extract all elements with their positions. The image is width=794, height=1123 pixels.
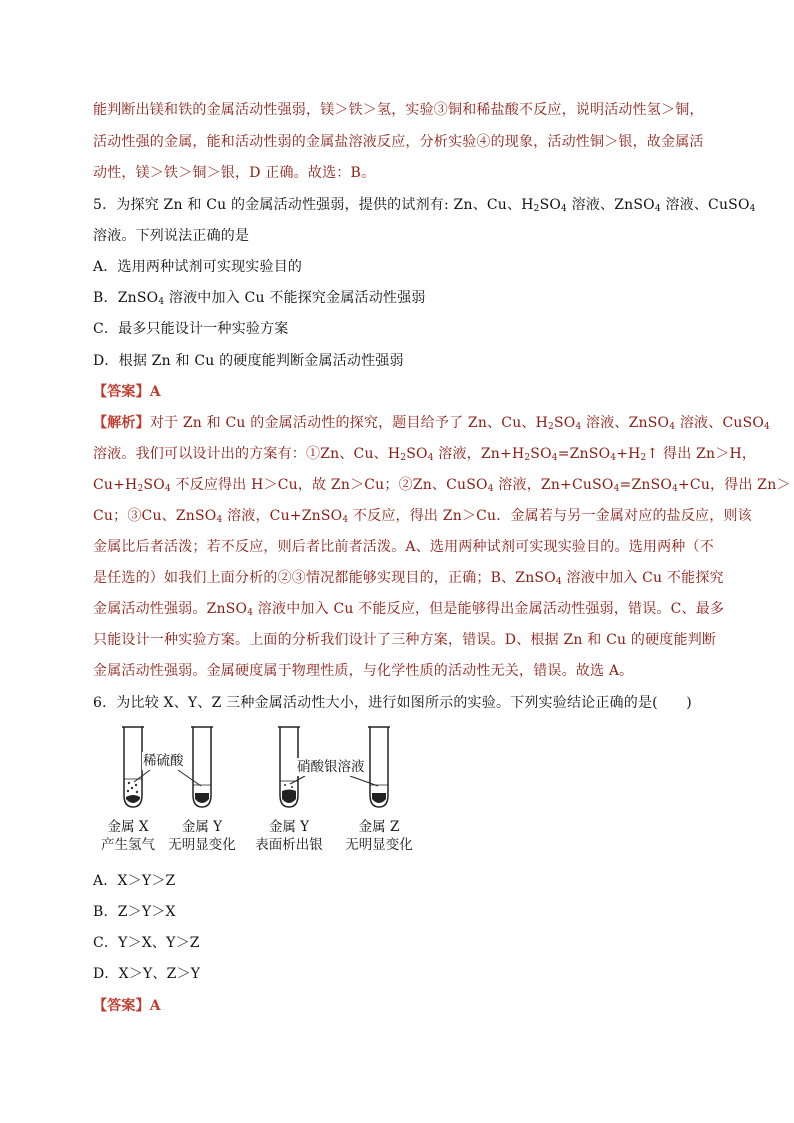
text-line: 金属比后者活泼；若不反应，则后者比前者活泼。A、选用两种试剂可实现实验目的。选用两种（不 bbox=[93, 539, 714, 555]
text-line: 【答案】A bbox=[93, 998, 161, 1014]
text-line: 溶液。下列说法正确的是 bbox=[93, 228, 250, 244]
text-line: C．最多只能设计一种实验方案 bbox=[93, 321, 289, 337]
text-line: D．X＞Y、Z＞Y bbox=[93, 966, 201, 982]
text-line: B．ZnSO$_4$ 溶液中加入 Cu 不能探究金属活动性强弱 bbox=[93, 290, 426, 307]
text-line: D．根据 Zn 和 Cu 的硬度能判断金属活动性强弱 bbox=[93, 353, 404, 369]
text-line: 6．为比较 X、Y、Z 三种金属活动性大小，进行如图所示的实验。下列实验结论正确的是( ) bbox=[93, 695, 692, 711]
text-line: 【解析】对于 Zn 和 Cu 的金属活动性的探究，题目给予了 Zn、Cu、$H_2SO_4$ 溶液、ZnSO$_4$ 溶液、CuSO$_4$ bbox=[93, 415, 770, 432]
text-line: Cu；③Cu、ZnSO$_4$ 溶液，Cu+ZnSO$_4$ 不反应，得出 Zn＞Cu．金属若与另一金属对应的盐反应，则该 bbox=[93, 508, 752, 525]
text-line: C．Y＞X、Y＞Z bbox=[93, 935, 200, 951]
text-line: A．选用两种试剂可实现实验目的 bbox=[93, 259, 303, 275]
text-line: 只能设计一种实验方案。上面的分析我们设计了三种方案，错误。D、根据 Zn 和 Cu 的硬度能判断 bbox=[93, 632, 717, 648]
text-line: 金属活动性强弱。ZnSO$_4$ 溶液中加入 Cu 不能反应，但是能够得出金属活动性强弱，错误。C、最多 bbox=[93, 601, 725, 618]
reagent-label-dilute-sulfuric: 稀硫酸 bbox=[143, 753, 184, 769]
text-line: A．X＞Y＞Z bbox=[93, 873, 176, 889]
reagent-label-silver-nitrate: 硝酸银溶液 bbox=[297, 759, 365, 775]
text-line: 能判断出镁和铁的金属活动性强弱，镁＞铁＞氢，实验③铜和稀盐酸不反应，说明活动性氢＞铜， bbox=[93, 102, 704, 118]
text-line: 溶液。我们可以设计出的方案有：①Zn、Cu、$H_2SO_4$ 溶液，$Zn+H_2SO_4=ZnSO_4+H_2↑$ 得出 Zn＞H， bbox=[93, 446, 757, 463]
text-line: $Cu+H_2SO_4$ 不反应得出 H＞Cu，故 Zn＞Cu；②Zn、CuSO$_4$ 溶液，Zn+CuSO$_4$=ZnSO$_4$+Cu，得出 Zn＞ bbox=[93, 477, 791, 494]
text-line: 5．为探究 Zn 和 Cu 的金属活动性强弱，提供的试剂有: Zn、Cu、$H_2SO_4$ 溶液、ZnSO$_4$ 溶液、CuSO$_4$ bbox=[93, 197, 756, 214]
tube-caption: 金属 Y 表面析出银 bbox=[255, 819, 323, 853]
tube-caption: 金属 X 产生氢气 bbox=[101, 819, 155, 853]
text-line: 【答案】A bbox=[93, 384, 161, 400]
text-line: 活动性强的金属，能和活动性弱的金属盐溶液反应，分析实验④的现象，活动性铜＞银，故金属活 bbox=[93, 134, 704, 150]
text-line: 金属活动性强弱。金属硬度属于物理性质，与化学性质的活动性无关，错误。故选 A。 bbox=[93, 663, 634, 679]
text-line: 是任选的）如我们上面分析的②③情况都能够实现目的，正确；B、ZnSO$_4$ 溶液中加入 Cu 不能探究 bbox=[93, 570, 724, 587]
tube-caption: 金属 Z 无明显变化 bbox=[345, 819, 413, 853]
text-line: B．Z＞Y＞X bbox=[93, 904, 176, 920]
text-line: 动性，镁＞铁＞铜＞银，D 正确。故选：B。 bbox=[93, 165, 376, 181]
tube-caption: 金属 Y 无明显变化 bbox=[168, 819, 236, 853]
